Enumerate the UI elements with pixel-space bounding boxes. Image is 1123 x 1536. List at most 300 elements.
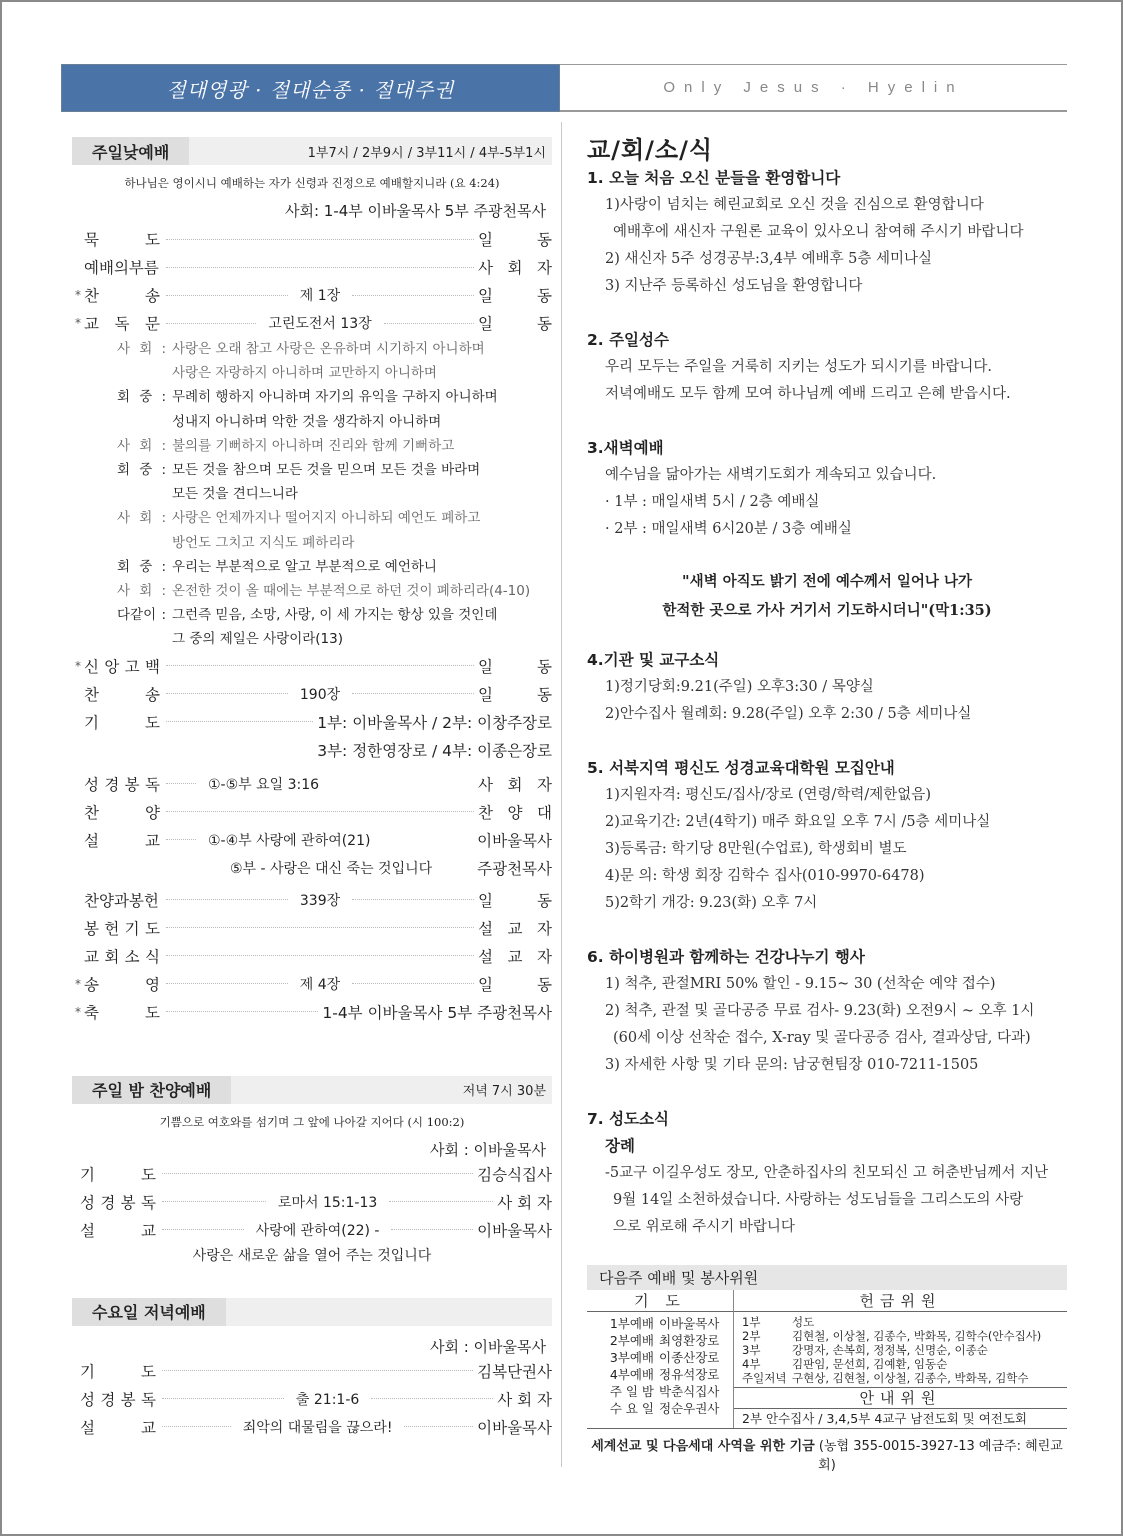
star-mark: * xyxy=(75,658,81,673)
section-header xyxy=(72,137,552,165)
char: 도 xyxy=(145,1003,160,1022)
order-row xyxy=(72,798,552,826)
news-title: 교/회/소/식 xyxy=(587,136,714,164)
reading-line xyxy=(117,603,552,627)
char: 찬 xyxy=(478,803,493,822)
prayer-leader: 최영환장로 xyxy=(659,1333,720,1348)
news-line: 9월 14일 소천하셨습니다. 사랑하는 성도님들을 그리스도의 사랑 xyxy=(613,1192,1024,1208)
order-row xyxy=(72,886,552,914)
dot-leader xyxy=(166,267,474,268)
reading-text: 모든 것을 견디느니라 xyxy=(172,486,298,503)
news-line: 5)2학기 개강: 9.23(화) 오후 7시 xyxy=(605,895,818,911)
char: 고 xyxy=(124,657,140,676)
speaker xyxy=(117,555,172,579)
prayer-row xyxy=(587,1315,727,1332)
dot-leader xyxy=(166,783,196,784)
order-label: 예배의부름 xyxy=(84,259,159,277)
colon: : xyxy=(161,510,166,527)
char: 동 xyxy=(537,685,552,704)
prayer-row xyxy=(587,1332,727,1349)
church-news-column xyxy=(587,130,1067,1241)
reading-line xyxy=(117,434,552,458)
order-leader: 1부: 이바울목사 / 2부: 이창주장로 xyxy=(317,713,552,732)
char: 회 xyxy=(507,259,523,277)
order-leader xyxy=(478,683,552,705)
dot-leader xyxy=(404,1426,473,1427)
dot-leader xyxy=(162,1398,284,1399)
dot-leader xyxy=(352,295,474,296)
char: 설 xyxy=(84,831,99,850)
char: 동 xyxy=(537,975,552,994)
char: 사 xyxy=(117,437,131,454)
reading-text: 온전한 것이 올 때에는 부분적으로 하던 것이 폐하리라(4-10) xyxy=(172,583,531,600)
speaker xyxy=(117,337,172,361)
char: 사 xyxy=(478,775,493,794)
worship-order-column xyxy=(72,137,552,1441)
char: 찬 xyxy=(84,803,99,822)
order-row xyxy=(72,970,552,998)
reading-text: 성내지 아니하며 악한 것을 생각하지 아니하며 xyxy=(172,413,442,430)
order-row xyxy=(72,225,552,253)
reading-line xyxy=(117,531,552,555)
order-leader xyxy=(478,655,552,677)
order-row xyxy=(72,1188,552,1216)
order-row xyxy=(72,1160,552,1188)
colon: : xyxy=(161,558,166,575)
dot-leader xyxy=(162,1229,244,1230)
order-row xyxy=(72,1413,552,1441)
order-label xyxy=(84,829,162,851)
char: 송 xyxy=(145,685,160,704)
char: 독 xyxy=(114,315,130,333)
offering-header: 헌금위원 xyxy=(734,1290,1067,1312)
column-divider xyxy=(561,122,562,1467)
reading-text: 우리는 부분적으로 알고 부분적으로 예언하니 xyxy=(172,558,437,575)
order-leader xyxy=(478,228,552,250)
dot-leader xyxy=(352,983,474,984)
news-line: 1) 척추, 관절MRI 50% 할인 - 9.15~ 30 (선착순 예약 접수) xyxy=(605,976,996,992)
dot-leader xyxy=(166,323,256,324)
news-heading: 4.기관 및 교구소식 xyxy=(587,651,720,669)
char: 도 xyxy=(141,1165,156,1184)
dot-leader xyxy=(384,323,474,324)
colon: : xyxy=(161,437,166,454)
prayer-header: 기 도 xyxy=(587,1290,733,1312)
offering-members: 성도 xyxy=(792,1315,815,1329)
dot-leader xyxy=(162,1173,473,1174)
order-row xyxy=(72,708,552,736)
responsive-reading xyxy=(117,337,552,652)
order-row xyxy=(72,854,552,882)
offering-row xyxy=(742,1371,1063,1385)
offering-members: 강명자, 손복희, 정정복, 신명순, 이종순 xyxy=(792,1343,988,1357)
char: 일 xyxy=(478,315,493,333)
order-row xyxy=(72,1216,552,1244)
char: 동 xyxy=(537,315,553,333)
news-line: 1)정기당회:9.21(주일) 오후3:30 / 목양실 xyxy=(605,679,874,695)
prayer-leader: 정순우권사 xyxy=(659,1401,720,1416)
speaker xyxy=(117,361,172,385)
char: 도 xyxy=(144,919,160,938)
star-mark: * xyxy=(75,316,81,330)
reading-text: 모든 것을 참으며 모든 것을 믿으며 모든 것을 바라며 xyxy=(172,462,481,479)
speaker xyxy=(117,603,172,627)
dot-leader xyxy=(166,955,474,956)
speaker xyxy=(117,434,172,458)
reading-line xyxy=(117,482,552,506)
section-header xyxy=(72,1076,552,1104)
char: 기 xyxy=(124,919,140,938)
char: 경 xyxy=(100,1390,116,1409)
order-detail: 죄악의 대물림을 끊으라! xyxy=(242,1419,393,1436)
service-name: 수 요 일 xyxy=(609,1401,654,1416)
prayer-leader: 이바울목사 xyxy=(659,1316,720,1331)
header-banner xyxy=(61,64,1067,112)
offering-members: 구현상, 김현철, 이상철, 김종수, 박화목, 김학수 xyxy=(792,1371,1029,1385)
char: 독 xyxy=(140,1390,156,1409)
char: 교 xyxy=(84,947,99,966)
dot-leader xyxy=(166,927,474,928)
order-label xyxy=(84,1001,162,1023)
offering-list xyxy=(734,1312,1067,1388)
order-leader xyxy=(478,256,552,278)
char: 일 xyxy=(478,685,493,704)
news-subheading: 장례 xyxy=(605,1137,635,1155)
news-line: 3)등록금: 학기당 8만원(수업료), 학생회비 별도 xyxy=(605,841,907,857)
star-mark: * xyxy=(75,288,81,302)
offering-row xyxy=(742,1357,1063,1371)
news-line: 2) 새신자 5주 성경공부:3,4부 예배후 5층 세미나실 xyxy=(605,251,933,267)
order-detail: 사랑에 관하여(22) - xyxy=(255,1222,380,1239)
presider: 사회 : 이바울목사 xyxy=(429,1337,546,1356)
reading-line xyxy=(117,385,552,409)
order-label xyxy=(84,284,162,306)
dot-leader xyxy=(166,239,474,240)
offering-row xyxy=(742,1315,1063,1329)
char: 자 xyxy=(537,775,552,794)
star-mark: * xyxy=(75,976,81,991)
news-line: 3) 지난주 등록하신 성도님을 환영합니다 xyxy=(605,278,863,294)
char: 자 xyxy=(537,947,552,966)
order-leader: 김승식집사 xyxy=(477,1165,552,1184)
order-label xyxy=(84,711,162,733)
speaker xyxy=(117,410,172,434)
char: 설 xyxy=(478,947,493,966)
presider: 사회 : 이바울목사 xyxy=(429,1140,546,1159)
reading-text: 방언도 그치고 지식도 폐하리라 xyxy=(172,534,355,551)
char: 문 xyxy=(145,315,160,333)
char: 봉 xyxy=(120,1193,136,1212)
order-label xyxy=(84,973,162,995)
char: 봉 xyxy=(120,1390,136,1409)
order-label xyxy=(84,917,162,939)
colon: : xyxy=(161,462,166,479)
order-label xyxy=(84,655,162,677)
dot-leader xyxy=(166,1011,318,1012)
next-week-servers-table xyxy=(587,1265,1067,1473)
news-heading: 1. 오늘 처음 오신 분들을 환영합니다 xyxy=(587,169,841,187)
scripture-quote: "새벽 아직도 밝기 전에 예수께서 일어나 나가 xyxy=(682,573,972,590)
dot-leader xyxy=(166,693,288,694)
char: 도 xyxy=(145,231,160,249)
char: 백 xyxy=(144,657,160,676)
reading-line xyxy=(117,361,552,385)
char: 대 xyxy=(537,803,552,822)
order-label xyxy=(80,1191,158,1213)
char: 봉 xyxy=(84,919,99,938)
order-leader: 이바울목사 xyxy=(477,1221,552,1240)
order-leader xyxy=(478,284,552,306)
reading-line xyxy=(117,506,552,530)
dot-leader xyxy=(162,1426,231,1427)
char: 헌 xyxy=(104,919,120,938)
news-line: 2) 척추, 관절 및 골다공증 무료 검사- 9.23(화) 오전9시 ~ 오후 1시 xyxy=(605,1003,1035,1019)
order-row xyxy=(72,942,552,970)
dot-leader xyxy=(391,1229,473,1230)
char: 회 xyxy=(104,947,120,966)
order-leader: 1-4부 이바울목사 5부 주광천목사 xyxy=(322,1003,552,1022)
char: 찬 xyxy=(84,287,99,305)
offering-row xyxy=(742,1343,1063,1357)
offering-members: 김판임, 문선희, 김예환, 임동순 xyxy=(792,1357,948,1371)
order-leader xyxy=(478,945,552,967)
service-name: 3부예배 xyxy=(609,1350,654,1365)
prayer-row xyxy=(587,1366,727,1383)
order-leader xyxy=(478,312,552,334)
char: 봉 xyxy=(124,775,140,794)
char: 기 xyxy=(80,1165,95,1184)
prayer-leader: 박춘식집사 xyxy=(659,1384,720,1399)
sermon-subtitle: 사랑은 새로운 삶을 열어 주는 것입니다 xyxy=(192,1247,432,1264)
dot-leader xyxy=(162,1201,266,1202)
star-mark: * xyxy=(75,1004,81,1019)
order-leader: 이바울목사 xyxy=(477,831,552,850)
theme-verse: 하나님은 영이시니 예배하는 자가 신령과 진정으로 예배할지니라 (요 4:24) xyxy=(124,176,500,190)
reading-line xyxy=(117,579,552,603)
order-label xyxy=(84,945,162,967)
order-leader xyxy=(478,889,552,911)
order-leader: 사 회 자 xyxy=(497,1193,553,1212)
presider: 사회: 1-4부 이바울목사 5부 주광천목사 xyxy=(284,202,546,220)
dot-leader xyxy=(352,693,474,694)
order-leader xyxy=(478,773,552,795)
reading-line xyxy=(117,627,552,651)
order-leader xyxy=(478,973,552,995)
dot-leader xyxy=(389,1201,493,1202)
char: 소 xyxy=(124,947,140,966)
char: 동 xyxy=(537,657,552,676)
order-row xyxy=(72,736,552,764)
slogan: 절대영광 · 절대순종 · 절대주권 xyxy=(61,64,560,112)
fund-title: 세계선교 및 다음세대 사역을 위한 기금 xyxy=(591,1439,815,1454)
dot-leader xyxy=(166,665,474,666)
char: 사 xyxy=(117,341,131,357)
order-leader: 김복단권사 xyxy=(477,1362,552,1381)
char: 사 xyxy=(117,510,131,527)
order-detail: 로마서 15:1-13 xyxy=(277,1194,378,1211)
order-row xyxy=(72,652,552,680)
reading-line xyxy=(117,458,552,482)
char: 회 xyxy=(117,462,131,479)
char: 교 xyxy=(84,315,99,333)
news-line: (60세 이상 선착순 접수, X-ray 및 골다공증 검사, 결과상담, 다과) xyxy=(613,1030,1031,1046)
char: 기 xyxy=(80,1362,95,1381)
char: 축 xyxy=(84,1003,99,1022)
news-heading: 5. 서북지역 평신도 성경교육대학원 모집안내 xyxy=(587,759,895,777)
colon: : xyxy=(161,607,166,624)
reading-text: 그런즉 믿음, 소망, 사랑, 이 세 가지는 항상 있을 것인데 xyxy=(172,607,498,624)
char: 일 xyxy=(478,975,493,994)
reading-text: 사랑은 언제까지나 떨어지지 아니하되 예언도 폐하고 xyxy=(172,510,481,527)
char: 양 xyxy=(145,803,160,822)
char: 회 xyxy=(139,510,153,527)
order-row xyxy=(72,281,552,309)
dot-leader xyxy=(166,983,288,984)
prayer-row xyxy=(587,1400,727,1417)
char: 식 xyxy=(144,947,160,966)
news-line: 2)교육기간: 2년(4학기) 매주 화요일 오후 7시 /5층 세미나실 xyxy=(605,814,991,830)
theme-verse: 기쁨으로 여호와를 섬기며 그 앞에 나아갈 지어다 (시 100:2) xyxy=(159,1114,465,1129)
char: 송 xyxy=(84,975,99,994)
char: 일 xyxy=(478,287,493,305)
news-line: · 1부 : 매일새벽 5시 / 2층 예배실 xyxy=(605,494,820,510)
order-row xyxy=(72,309,552,337)
char: 교 xyxy=(507,947,523,966)
news-line: 1)사랑이 넘치는 혜린교회로 오신 것을 진심으로 환영합니다 xyxy=(605,197,984,213)
order-label xyxy=(80,1388,158,1410)
char: 독 xyxy=(144,775,160,794)
char: 도 xyxy=(145,713,160,732)
char: 다같이 xyxy=(117,607,157,624)
order-leader xyxy=(478,801,552,823)
news-heading: 7. 성도소식 xyxy=(587,1110,669,1128)
char: 중 xyxy=(139,558,153,575)
speaker xyxy=(117,482,172,506)
order-label xyxy=(84,228,162,250)
reading-text: 무례히 행하지 아니하며 자기의 유익을 구하지 아니하며 xyxy=(172,389,498,406)
prayer-row xyxy=(587,1383,727,1400)
order-row xyxy=(72,1385,552,1413)
speaker xyxy=(117,579,172,603)
news-line: 으로 위로해 주시기 바랍니다 xyxy=(613,1219,795,1235)
char: 회 xyxy=(139,583,153,600)
service-name: 1부예배 xyxy=(609,1316,654,1331)
sunday-night-section xyxy=(72,1076,552,1268)
order-row xyxy=(72,826,552,854)
order-leader: 사 회 자 xyxy=(497,1390,552,1409)
prayer-leader: 정유석장로 xyxy=(659,1367,720,1382)
news-heading: 2. 주일성수 xyxy=(587,331,669,349)
section-time: 1부7시 / 2부9시 / 3부11시 / 4부-5부1시 xyxy=(307,145,546,161)
order-list xyxy=(72,652,552,764)
news-line: 4)문 의: 학생 회장 김학수 집사(010-9970-6478) xyxy=(605,868,925,884)
dot-leader xyxy=(166,839,196,840)
order-detail: 제 4장 xyxy=(299,976,341,993)
char: 도 xyxy=(141,1362,156,1381)
char: 앙 xyxy=(104,657,120,676)
order-detail: ①-⑤부 요일 3:16 xyxy=(208,776,320,793)
usher-header: 안내위원 xyxy=(734,1388,1067,1409)
usher-list: 2부 안수집사 / 3,4,5부 4교구 남전도회 및 여전도회 xyxy=(742,1411,1028,1426)
order-row xyxy=(72,680,552,708)
char: 성 xyxy=(80,1390,95,1409)
service-name: 4부예배 xyxy=(609,1367,654,1382)
char: 중 xyxy=(139,462,153,479)
order-detail: 출 21:1-6 xyxy=(295,1391,360,1408)
scripture-quote: 한적한 곳으로 가사 거기서 기도하시더니"(막1:35) xyxy=(662,602,992,619)
news-heading: 3.새벽예배 xyxy=(587,439,664,457)
char: 회 xyxy=(507,775,523,794)
news-line: 3) 자세한 사항 및 기타 문의: 남궁현팀장 010-7211-1505 xyxy=(605,1057,979,1073)
order-detail: ⑤부 - 사랑은 대신 죽는 것입니다 xyxy=(230,860,433,877)
char: 교 xyxy=(141,1418,156,1437)
news-line: 예수님을 닮아가는 새벽기도회가 계속되고 있습니다. xyxy=(605,467,937,483)
order-label xyxy=(80,1416,158,1438)
news-line: · 2부 : 매일새벽 6시20분 / 3층 예배실 xyxy=(605,521,852,537)
news-line: -5교구 이길우성도 장모, 안춘하집사의 친모되신 고 허춘반님께서 지난 xyxy=(605,1165,1049,1181)
order-label xyxy=(84,801,162,823)
prayer-list xyxy=(587,1312,733,1417)
char: 일 xyxy=(478,891,493,910)
service-name: 2부예배 xyxy=(609,1333,654,1348)
news-line: 1)지원자격: 평신도/집사/장로 (연령/학력/제한없음) xyxy=(605,787,931,803)
news-line: 저녁예배도 모두 함께 모여 하나님께 예배 드리고 은혜 받읍시다. xyxy=(605,386,1011,402)
reading-text: 불의를 기뻐하지 아니하며 진리와 함께 기뻐하고 xyxy=(172,437,455,454)
reading-line xyxy=(117,410,552,434)
table-title: 다음주 예배 및 봉사위원 xyxy=(587,1265,1067,1290)
char: 성 xyxy=(80,1193,95,1212)
char: 중 xyxy=(139,389,153,406)
char: 회 xyxy=(139,437,153,454)
char: 기 xyxy=(84,713,99,732)
section-header xyxy=(72,1298,552,1326)
colon: : xyxy=(161,389,166,406)
order-detail: ①-④부 사랑에 관하여(21) xyxy=(208,832,371,849)
reading-line xyxy=(117,555,552,579)
speaker xyxy=(117,385,172,409)
char: 교 xyxy=(141,1221,156,1240)
order-list xyxy=(72,770,552,882)
prayer-row xyxy=(587,1349,727,1366)
char: 사 xyxy=(478,259,493,277)
section-title: 주일 밤 찬양예배 xyxy=(72,1076,231,1104)
order-detail: 고린도전서 13장 xyxy=(268,316,372,332)
dot-leader xyxy=(162,1370,473,1371)
char: 동 xyxy=(537,287,552,305)
tagline: Only Jesus · Hyelin xyxy=(560,64,1067,112)
speaker xyxy=(117,531,172,555)
service-name: 주일저녁 xyxy=(742,1371,787,1385)
order-row xyxy=(72,1357,552,1385)
offering-row xyxy=(742,1329,1063,1343)
news-line: 2)안수집사 월례회: 9.28(주일) 오후 2:30 / 5층 세미나실 xyxy=(605,706,972,722)
order-list xyxy=(72,225,552,337)
reading-line xyxy=(117,337,552,361)
char: 설 xyxy=(80,1221,95,1240)
char: 사 xyxy=(117,583,131,600)
service-name: 3부 xyxy=(742,1343,761,1357)
char: 송 xyxy=(145,287,160,305)
char: 설 xyxy=(80,1418,95,1437)
news-line: 예배후에 새신자 구원론 교육이 있사오니 참여해 주시기 바랍니다 xyxy=(613,224,1024,240)
char: 회 xyxy=(117,389,131,406)
order-leader: 3부: 정한영장로 / 4부: 이종은장로 xyxy=(317,741,552,760)
dot-leader xyxy=(371,1398,493,1399)
char: 자 xyxy=(537,259,552,277)
dot-leader xyxy=(352,899,474,900)
speaker xyxy=(117,458,172,482)
char: 찬 xyxy=(84,685,99,704)
